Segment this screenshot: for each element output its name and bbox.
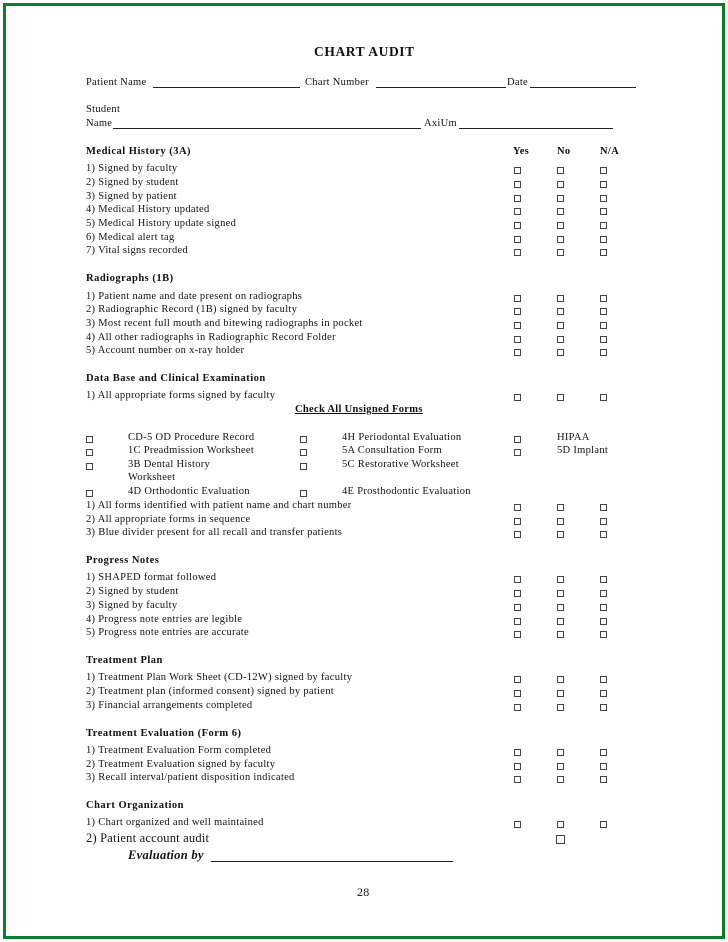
evaluation-by-label: Evaluation by bbox=[128, 848, 204, 862]
checkbox-yes[interactable] bbox=[514, 236, 521, 243]
form-label: 1C Preadmission Worksheet bbox=[128, 445, 255, 456]
checkbox-na[interactable] bbox=[600, 821, 607, 828]
checkbox-yes[interactable] bbox=[514, 618, 521, 625]
date-field[interactable] bbox=[530, 77, 636, 88]
checkbox-yes[interactable] bbox=[514, 749, 521, 756]
list-item: 5) Medical History update signed bbox=[86, 218, 237, 229]
checkbox-na[interactable] bbox=[600, 504, 607, 511]
form-label: Worksheet bbox=[128, 472, 176, 483]
list-item: 1) Treatment Evaluation Form completed bbox=[86, 745, 272, 756]
list-item: 4) All other radiographs in Radiographic Record Folder bbox=[86, 332, 336, 343]
list-item: 6) Medical alert tag bbox=[86, 232, 175, 243]
checkbox-no[interactable] bbox=[557, 604, 564, 611]
checkbox-na[interactable] bbox=[600, 195, 607, 202]
checkbox-na[interactable] bbox=[600, 776, 607, 783]
checkbox-yes[interactable] bbox=[514, 704, 521, 711]
checkbox-yes[interactable] bbox=[514, 763, 521, 770]
checkbox-no[interactable] bbox=[557, 295, 564, 302]
checkbox-no[interactable] bbox=[557, 249, 564, 256]
page-title: CHART AUDIT bbox=[314, 44, 415, 59]
checkbox-no[interactable] bbox=[557, 676, 564, 683]
column-na: N/A bbox=[600, 146, 619, 157]
checkbox-yes[interactable] bbox=[514, 349, 521, 356]
form-label: 5A Consultation Form bbox=[342, 445, 442, 456]
checkbox-na[interactable] bbox=[600, 704, 607, 711]
form-label: 3B Dental History bbox=[128, 459, 211, 470]
student-label: Student bbox=[86, 104, 121, 115]
list-item: 1) Patient name and date present on radiographs bbox=[86, 291, 303, 302]
checkbox-no[interactable] bbox=[557, 763, 564, 770]
checkbox-yes[interactable] bbox=[514, 295, 521, 302]
form-label: 4H Periodontal Evaluation bbox=[342, 432, 462, 443]
checkbox-no[interactable] bbox=[557, 349, 564, 356]
checkbox-no[interactable] bbox=[557, 195, 564, 202]
checkbox-na[interactable] bbox=[600, 295, 607, 302]
checkbox-no[interactable] bbox=[557, 308, 564, 315]
form-label: HIPAA bbox=[557, 432, 590, 443]
checkbox-yes[interactable] bbox=[514, 676, 521, 683]
student-name-field[interactable] bbox=[113, 118, 421, 129]
column-no: No bbox=[557, 146, 571, 157]
patient-name-label: Patient Name bbox=[86, 77, 147, 88]
chart-number-field[interactable] bbox=[376, 77, 506, 88]
form-checkbox[interactable] bbox=[300, 436, 307, 443]
form-label: 4D Orthodontic Evaluation bbox=[128, 486, 250, 497]
checkbox-no[interactable] bbox=[557, 336, 564, 343]
form-label: 5C Restorative Worksheet bbox=[342, 459, 459, 470]
checkbox-yes[interactable] bbox=[514, 504, 521, 511]
checkbox-na[interactable] bbox=[600, 181, 607, 188]
section-heading-database: Data Base and Clinical Examination bbox=[86, 373, 266, 384]
checkbox-yes[interactable] bbox=[514, 308, 521, 315]
axium-label: AxiUm bbox=[424, 118, 457, 129]
checkbox-na[interactable] bbox=[600, 394, 607, 401]
checkbox-no[interactable] bbox=[557, 576, 564, 583]
checkbox-no[interactable] bbox=[557, 704, 564, 711]
checkbox-na[interactable] bbox=[600, 249, 607, 256]
checkbox-yes[interactable] bbox=[514, 249, 521, 256]
list-item: 3) Most recent full mouth and bitewing radiographs in pocket bbox=[86, 318, 363, 329]
checkbox-yes[interactable] bbox=[514, 336, 521, 343]
student-name-label: Name bbox=[86, 118, 113, 129]
evaluation-by-field[interactable] bbox=[211, 849, 453, 862]
checkbox-yes[interactable] bbox=[514, 181, 521, 188]
checkbox-na[interactable] bbox=[600, 336, 607, 343]
list-item: 3) Recall interval/patient disposition indicated bbox=[86, 772, 295, 783]
form-checkbox[interactable] bbox=[300, 490, 307, 497]
checkbox-na[interactable] bbox=[600, 167, 607, 174]
checkbox-no[interactable] bbox=[557, 590, 564, 597]
checkbox-na[interactable] bbox=[600, 690, 607, 697]
checkbox-yes[interactable] bbox=[514, 604, 521, 611]
list-item: 2) Signed by student bbox=[86, 586, 179, 597]
checkbox-na[interactable] bbox=[600, 631, 607, 638]
checkbox-yes[interactable] bbox=[514, 167, 521, 174]
list-item: 3) Financial arrangements completed bbox=[86, 700, 253, 711]
checkbox-no[interactable] bbox=[557, 690, 564, 697]
checkbox-no[interactable] bbox=[557, 181, 564, 188]
list-item: 4) Progress note entries are legible bbox=[86, 614, 243, 625]
checkbox-yes[interactable] bbox=[514, 776, 521, 783]
checkbox-no[interactable] bbox=[557, 618, 564, 625]
checkbox-yes[interactable] bbox=[514, 195, 521, 202]
checkbox-yes[interactable] bbox=[514, 631, 521, 638]
checkbox-no[interactable] bbox=[557, 518, 564, 525]
checkbox-na[interactable] bbox=[600, 604, 607, 611]
checkbox-na[interactable] bbox=[600, 676, 607, 683]
checkbox-no[interactable] bbox=[557, 208, 564, 215]
checkbox-no[interactable] bbox=[557, 531, 564, 538]
checkbox-na[interactable] bbox=[600, 749, 607, 756]
checkbox-na[interactable] bbox=[600, 322, 607, 329]
form-checkbox[interactable] bbox=[86, 490, 93, 497]
checkbox-yes[interactable] bbox=[514, 576, 521, 583]
list-item: 1) Treatment Plan Work Sheet (CD-12W) signed by faculty bbox=[86, 672, 353, 683]
form-checkbox[interactable] bbox=[86, 449, 93, 456]
checkbox-no[interactable] bbox=[556, 835, 565, 844]
list-item: 3) Blue divider present for all recall and transfer patients bbox=[86, 527, 343, 538]
checkbox-no[interactable] bbox=[557, 631, 564, 638]
column-yes: Yes bbox=[513, 146, 530, 157]
form-checkbox[interactable] bbox=[514, 449, 521, 456]
checkbox-no[interactable] bbox=[557, 749, 564, 756]
checkbox-yes[interactable] bbox=[514, 208, 521, 215]
checkbox-no[interactable] bbox=[557, 821, 564, 828]
date-label: Date bbox=[507, 77, 529, 88]
page-border bbox=[3, 3, 725, 939]
check-unsigned-forms-heading: Check All Unsigned Forms bbox=[295, 404, 423, 415]
section-heading-medical-history: Medical History (3A) bbox=[86, 146, 192, 157]
list-item: 5) Progress note entries are accurate bbox=[86, 627, 249, 638]
section-heading-treatment-evaluation: Treatment Evaluation (Form 6) bbox=[86, 728, 242, 739]
checkbox-yes[interactable] bbox=[514, 531, 521, 538]
list-item: 1) All appropriate forms signed by faculty bbox=[86, 390, 276, 401]
list-item: 1) SHAPED format followed bbox=[86, 572, 217, 583]
page-number: 28 bbox=[357, 885, 370, 899]
checkbox-na[interactable] bbox=[600, 590, 607, 597]
checkbox-no[interactable] bbox=[557, 394, 564, 401]
section-heading-chart-organization: Chart Organization bbox=[86, 800, 184, 811]
checkbox-na[interactable] bbox=[600, 236, 607, 243]
checkbox-no[interactable] bbox=[557, 167, 564, 174]
form-checkbox[interactable] bbox=[300, 449, 307, 456]
list-item: 5) Account number on x-ray holder bbox=[86, 345, 245, 356]
checkbox-no[interactable] bbox=[557, 222, 564, 229]
section-heading-radiographs: Radiographs (1B) bbox=[86, 273, 174, 284]
checkbox-na[interactable] bbox=[600, 208, 607, 215]
checkbox-no[interactable] bbox=[557, 322, 564, 329]
checkbox-na[interactable] bbox=[600, 349, 607, 356]
list-item: 1) Signed by faculty bbox=[86, 163, 178, 174]
checkbox-na[interactable] bbox=[600, 618, 607, 625]
checkbox-yes[interactable] bbox=[514, 322, 521, 329]
checkbox-na[interactable] bbox=[600, 576, 607, 583]
checkbox-yes[interactable] bbox=[514, 394, 521, 401]
list-item: 3) Signed by faculty bbox=[86, 600, 178, 611]
form-label: 4E Prosthodontic Evaluation bbox=[342, 486, 471, 497]
list-item: 3) Signed by patient bbox=[86, 191, 177, 202]
axium-field[interactable] bbox=[459, 118, 613, 129]
form-checkbox[interactable] bbox=[86, 463, 93, 470]
list-item: 1) All forms identified with patient name and chart number bbox=[86, 500, 352, 511]
list-item: 4) Medical History updated bbox=[86, 204, 210, 215]
section-heading-progress-notes: Progress Notes bbox=[86, 555, 160, 566]
list-item: 2) Radiographic Record (1B) signed by faculty bbox=[86, 304, 298, 315]
checkbox-yes[interactable] bbox=[514, 690, 521, 697]
list-item: 1) Chart organized and well maintained bbox=[86, 817, 264, 828]
list-item: 2) Treatment Evaluation signed by faculty bbox=[86, 759, 276, 770]
patient-name-field[interactable] bbox=[153, 77, 300, 88]
checkbox-na[interactable] bbox=[600, 518, 607, 525]
list-item: 2) Treatment plan (informed consent) signed by patient bbox=[86, 686, 335, 697]
form-checkbox[interactable] bbox=[514, 436, 521, 443]
checkbox-yes[interactable] bbox=[514, 518, 521, 525]
checkbox-na[interactable] bbox=[600, 763, 607, 770]
form-checkbox[interactable] bbox=[300, 463, 307, 470]
list-item: 7) Vital signs recorded bbox=[86, 245, 189, 256]
checkbox-no[interactable] bbox=[557, 776, 564, 783]
chart-number-label: Chart Number bbox=[305, 77, 369, 88]
form-label: CD-5 OD Procedure Record bbox=[128, 432, 255, 443]
list-item: 2) Signed by student bbox=[86, 177, 179, 188]
checkbox-no[interactable] bbox=[557, 504, 564, 511]
checkbox-na[interactable] bbox=[600, 531, 607, 538]
form-checkbox[interactable] bbox=[86, 436, 93, 443]
section-heading-treatment-plan: Treatment Plan bbox=[86, 655, 163, 666]
checkbox-no[interactable] bbox=[557, 236, 564, 243]
checkbox-na[interactable] bbox=[600, 308, 607, 315]
list-item: 2) All appropriate forms in sequence bbox=[86, 514, 251, 525]
list-item: 2) Patient account audit bbox=[86, 831, 210, 845]
checkbox-yes[interactable] bbox=[514, 821, 521, 828]
form-label: 5D Implant bbox=[557, 445, 609, 456]
checkbox-na[interactable] bbox=[600, 222, 607, 229]
checkbox-yes[interactable] bbox=[514, 222, 521, 229]
checkbox-yes[interactable] bbox=[514, 590, 521, 597]
